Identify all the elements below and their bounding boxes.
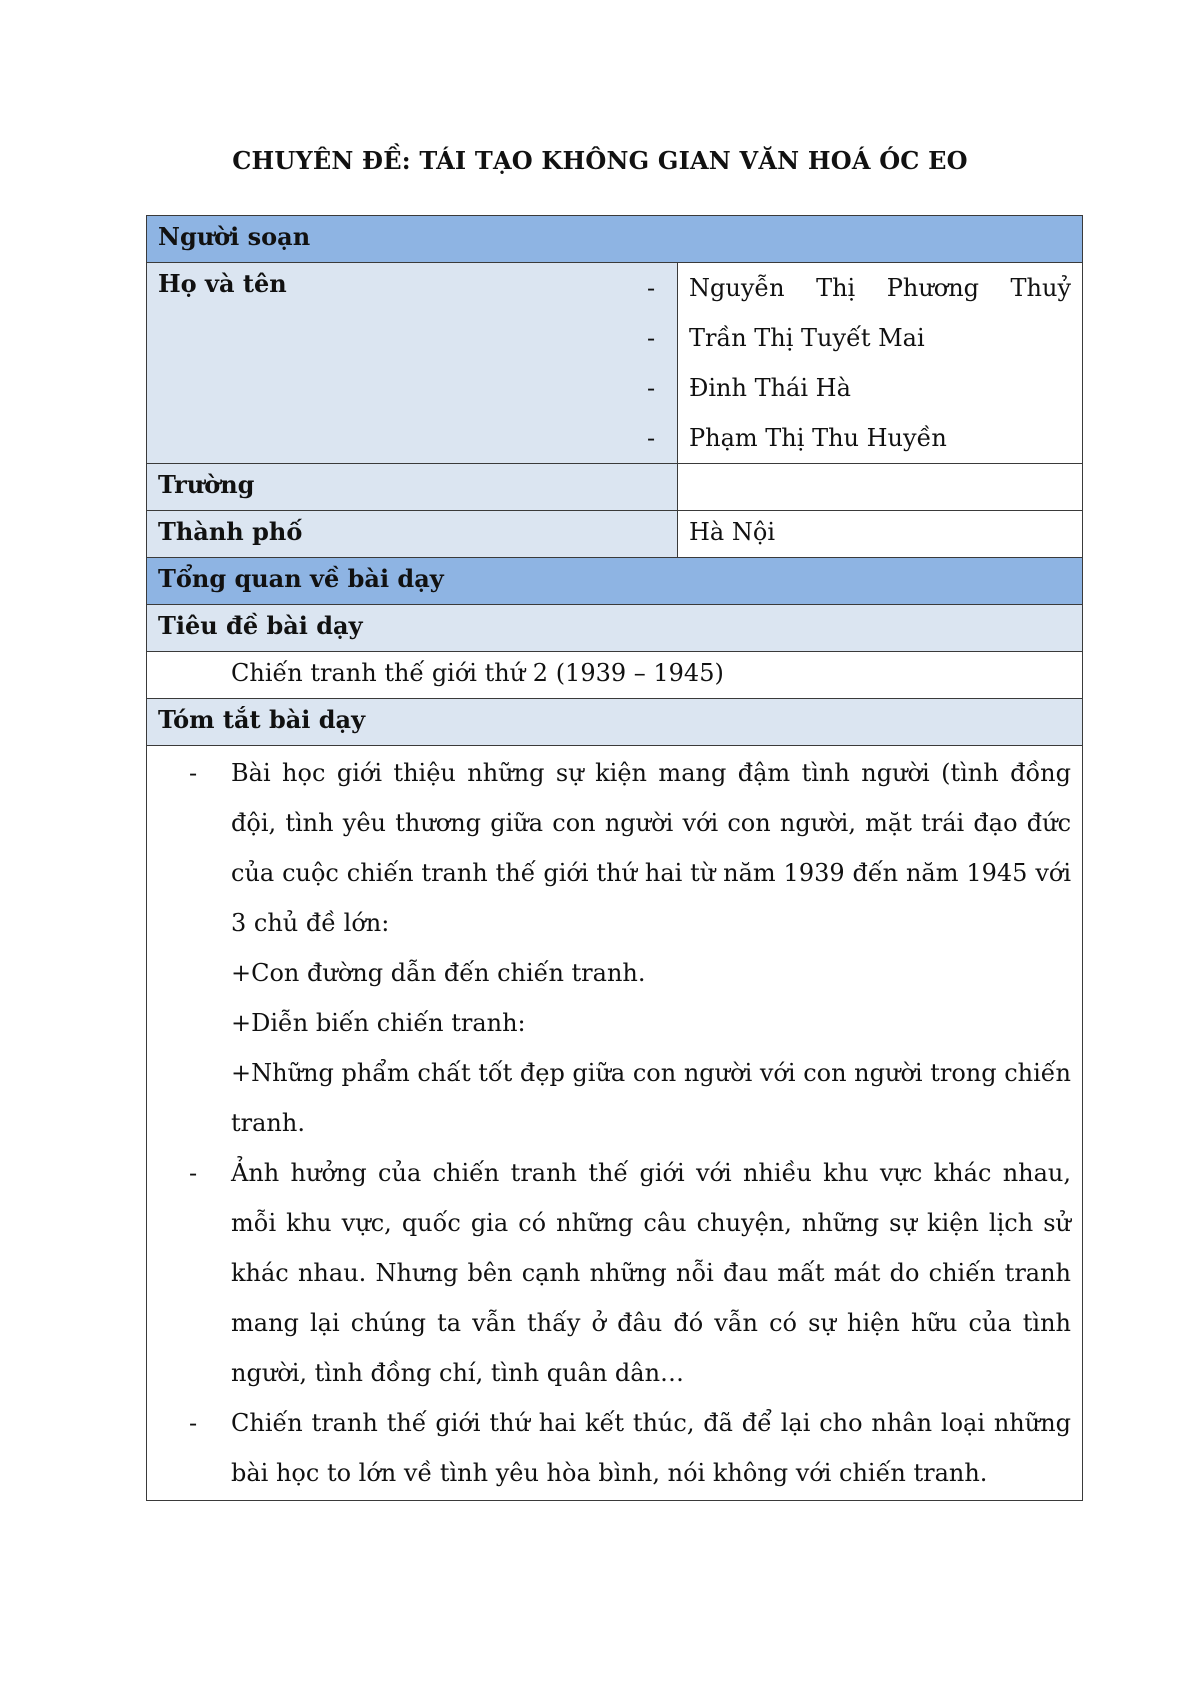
lesson-title-label-row (147, 605, 1083, 652)
author-list-cell (678, 263, 1083, 464)
name-row (147, 263, 1083, 464)
summary-cell (147, 746, 1083, 1501)
city-label: Thành phố (147, 511, 678, 558)
lesson-title-value: Chiến tranh thế giới thứ 2 (1939 – 1945) (147, 652, 1083, 699)
school-label: Trường (147, 464, 678, 511)
summary-item (231, 748, 1071, 1148)
author-item: - Trần Thị Tuyết Mai (689, 313, 1071, 363)
author-section-header: Người soạn (147, 216, 1083, 263)
summary-item: - Chiến tranh thế giới thứ hai kết thúc, đã để lại cho nhân loại những bài học to lớn về tình yêu hòa bình, nói không với chiến tranh. (231, 1398, 1071, 1498)
summary-topic: +Những phẩm chất tốt đẹp giữa con người với con người trong chiến tranh. (231, 1059, 1072, 1137)
overview-section-header: Tổng quan về bài dạy (147, 558, 1083, 605)
lesson-title-row (147, 652, 1083, 699)
author-item: - Đinh Thái Hà (689, 363, 1071, 413)
name-label: Họ và tên (147, 263, 678, 464)
summary-topic: +Con đường dẫn đến chiến tranh. (231, 959, 646, 987)
lesson-info-table (146, 215, 1083, 1501)
author-section-header-row (147, 216, 1083, 263)
summary-row (147, 746, 1083, 1501)
school-value (678, 464, 1083, 511)
overview-section-header-row (147, 558, 1083, 605)
city-value: Hà Nội (678, 511, 1083, 558)
summary-item-text: Bài học giới thiệu những sự kiện mang đậm tình người (tình đồng đội, tình yêu thương giữa con người với con người, mặt trái đạo đức của cuộc chiến tranh thế giới thứ hai từ năm 1939 đến năm 1945 với 3 chủ đề lớn: (231, 759, 1072, 937)
summary-list (231, 748, 1071, 1498)
city-row (147, 511, 1083, 558)
document-title: CHUYÊN ĐỀ: TÁI TẠO KHÔNG GIAN VĂN HOÁ ÓC EO (232, 146, 968, 175)
school-row (147, 464, 1083, 511)
lesson-title-label: Tiêu đề bài dạy (147, 605, 1083, 652)
summary-topic: +Diễn biến chiến tranh: (231, 1009, 526, 1037)
author-list (689, 263, 1071, 463)
summary-label: Tóm tắt bài dạy (147, 699, 1083, 746)
summary-item: - Ảnh hưởng của chiến tranh thế giới với nhiều khu vực khác nhau, mỗi khu vực, quốc gia có những câu chuyện, những sự kiện lịch sử khác nhau. Nhưng bên cạnh những nỗi đau mất mát do chiến tranh mang lại chúng ta vẫn thấy ở đâu đó vẫn có sự hiện hữu của tình người, tình đồng chí, tình quân dân… (231, 1148, 1071, 1398)
summary-label-row (147, 699, 1083, 746)
author-item: - Nguyễn Thị Phương Thuỷ (689, 263, 1071, 313)
author-item: - Phạm Thị Thu Huyền (689, 413, 1071, 463)
